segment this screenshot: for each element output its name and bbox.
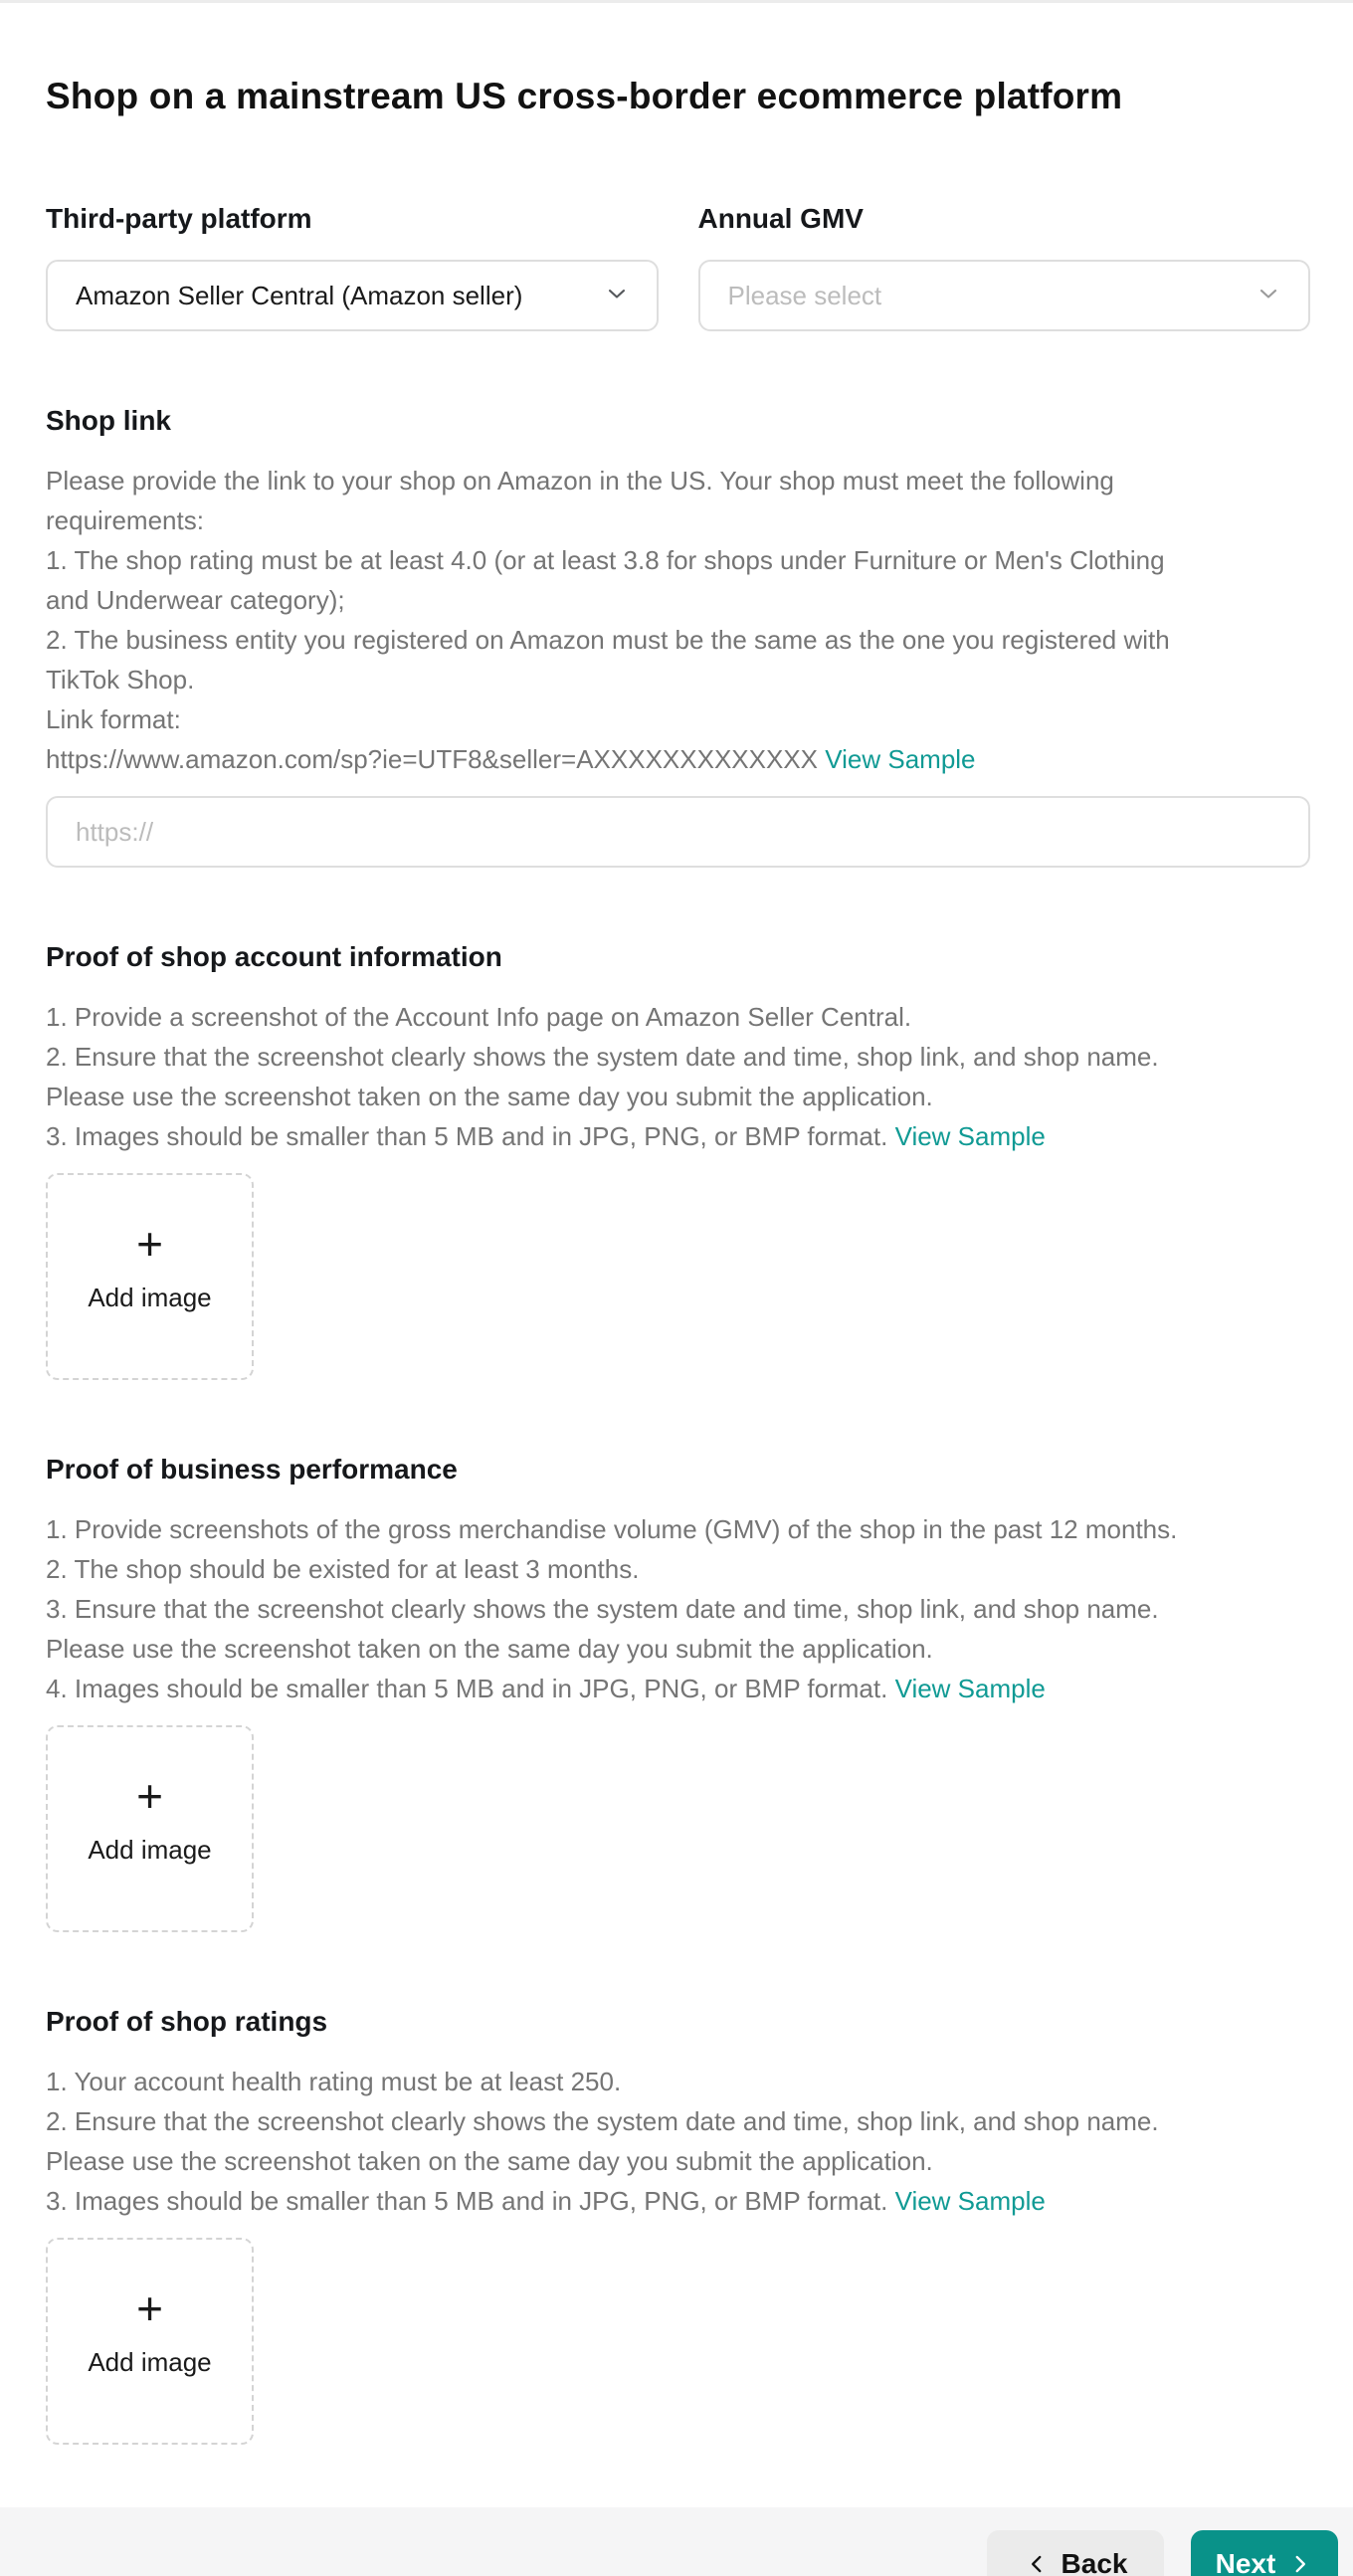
proof-shop-ratings-heading: Proof of shop ratings bbox=[46, 2006, 328, 2037]
proof-account-info-heading: Proof of shop account information bbox=[46, 941, 502, 972]
view-sample-link[interactable]: View Sample bbox=[894, 2186, 1046, 2216]
format-text: 4. Images should be smaller than 5 MB and in JPG, PNG, or BMP format. bbox=[46, 1674, 888, 1703]
view-sample-link[interactable]: View Sample bbox=[894, 1121, 1046, 1151]
description-line: TikTok Shop. bbox=[46, 665, 195, 694]
plus-icon: + bbox=[136, 1769, 163, 1822]
next-button[interactable] bbox=[1191, 2530, 1338, 2576]
link-format-url: https://www.amazon.com/sp?ie=UTF8&seller=AXXXXXXXXXXXXX bbox=[46, 744, 819, 774]
proof-business-performance-section bbox=[46, 1452, 1310, 1932]
back-button-label: Back bbox=[1061, 2548, 1128, 2576]
gmv-select-placeholder: Please select bbox=[727, 280, 882, 310]
proof-business-performance-heading: Proof of business performance bbox=[46, 1454, 458, 1485]
description-line: 1. Your account health rating must be at least 250. bbox=[46, 2067, 622, 2096]
shop-link-input[interactable] bbox=[46, 796, 1310, 868]
chevron-down-icon bbox=[1255, 280, 1282, 312]
description-line: Please use the screenshot taken on the same day you submit the application. bbox=[46, 1082, 933, 1111]
chevron-down-icon bbox=[603, 280, 631, 312]
application-form-page bbox=[0, 3, 1353, 2445]
view-sample-link[interactable]: View Sample bbox=[825, 744, 976, 774]
description-line: 2. Ensure that the screenshot clearly shows the system date and time, shop link, and shop name. bbox=[46, 1042, 1159, 1072]
page-title: Shop on a mainstream US cross-border ecommerce platform bbox=[46, 76, 1123, 116]
platform-select-value: Amazon Seller Central (Amazon seller) bbox=[76, 280, 523, 310]
view-sample-link[interactable]: View Sample bbox=[894, 1674, 1046, 1703]
chevron-left-icon bbox=[1024, 2548, 1050, 2576]
add-image-upload-shop-ratings[interactable] bbox=[46, 2238, 254, 2445]
description-line: Please use the screenshot taken on the same day you submit the application. bbox=[46, 2146, 933, 2176]
description-line: Please provide the link to your shop on Amazon in the US. Your shop must meet the following bbox=[46, 466, 1114, 495]
description-line: Link format: bbox=[46, 704, 181, 734]
description-line: and Underwear category); bbox=[46, 585, 345, 615]
plus-icon: + bbox=[136, 2281, 163, 2334]
format-text: 3. Images should be smaller than 5 MB and in JPG, PNG, or BMP format. bbox=[46, 2186, 888, 2216]
shop-link-heading: Shop link bbox=[46, 405, 171, 436]
add-image-label: Add image bbox=[88, 2346, 212, 2377]
shop-link-section bbox=[46, 403, 1310, 868]
gmv-select[interactable] bbox=[698, 260, 1311, 331]
format-text: 3. Images should be smaller than 5 MB and in JPG, PNG, or BMP format. bbox=[46, 1121, 888, 1151]
next-button-label: Next bbox=[1215, 2548, 1276, 2576]
format-line bbox=[46, 1116, 1310, 1156]
add-image-label: Add image bbox=[88, 1834, 212, 1865]
add-image-upload-account-info[interactable] bbox=[46, 1173, 254, 1380]
proof-shop-ratings-description bbox=[46, 2062, 1310, 2221]
footer-action-bar bbox=[0, 2507, 1353, 2576]
platform-gmv-row bbox=[46, 201, 1310, 331]
link-format-line bbox=[46, 739, 1310, 779]
gmv-label: Annual GMV bbox=[697, 203, 864, 234]
description-line: requirements: bbox=[46, 505, 204, 535]
description-line: 3. Ensure that the screenshot clearly shows the system date and time, shop link, and shop name. bbox=[46, 1594, 1159, 1624]
proof-shop-ratings-section bbox=[46, 2004, 1310, 2445]
format-line bbox=[46, 2181, 1310, 2221]
description-line: Please use the screenshot taken on the same day you submit the application. bbox=[46, 1634, 933, 1664]
plus-icon: + bbox=[136, 1217, 163, 1270]
chevron-right-icon bbox=[1287, 2548, 1313, 2576]
field-annual-gmv bbox=[698, 201, 1311, 331]
proof-account-info-description bbox=[46, 997, 1310, 1156]
field-third-party-platform bbox=[46, 201, 659, 331]
format-line bbox=[46, 1669, 1310, 1708]
description-line: 1. The shop rating must be at least 4.0 (or at least 3.8 for shops under Furniture or Men's Clothing bbox=[46, 545, 1165, 575]
platform-label: Third-party platform bbox=[46, 203, 312, 234]
description-line: 1. Provide screenshots of the gross merchandise volume (GMV) of the shop in the past 12 months. bbox=[46, 1514, 1178, 1544]
description-line: 2. Ensure that the screenshot clearly shows the system date and time, shop link, and shop name. bbox=[46, 2106, 1159, 2136]
platform-select[interactable] bbox=[46, 260, 659, 331]
back-button[interactable] bbox=[987, 2530, 1164, 2576]
description-line: 2. The shop should be existed for at least 3 months. bbox=[46, 1554, 640, 1584]
shop-link-description bbox=[46, 461, 1310, 779]
add-image-upload-business-performance[interactable] bbox=[46, 1725, 254, 1932]
add-image-label: Add image bbox=[88, 1282, 212, 1312]
description-line: 2. The business entity you registered on Amazon must be the same as the one you registered with bbox=[46, 625, 1170, 655]
proof-account-info-section bbox=[46, 939, 1310, 1380]
proof-business-performance-description bbox=[46, 1509, 1310, 1708]
description-line: 1. Provide a screenshot of the Account Info page on Amazon Seller Central. bbox=[46, 1002, 912, 1032]
